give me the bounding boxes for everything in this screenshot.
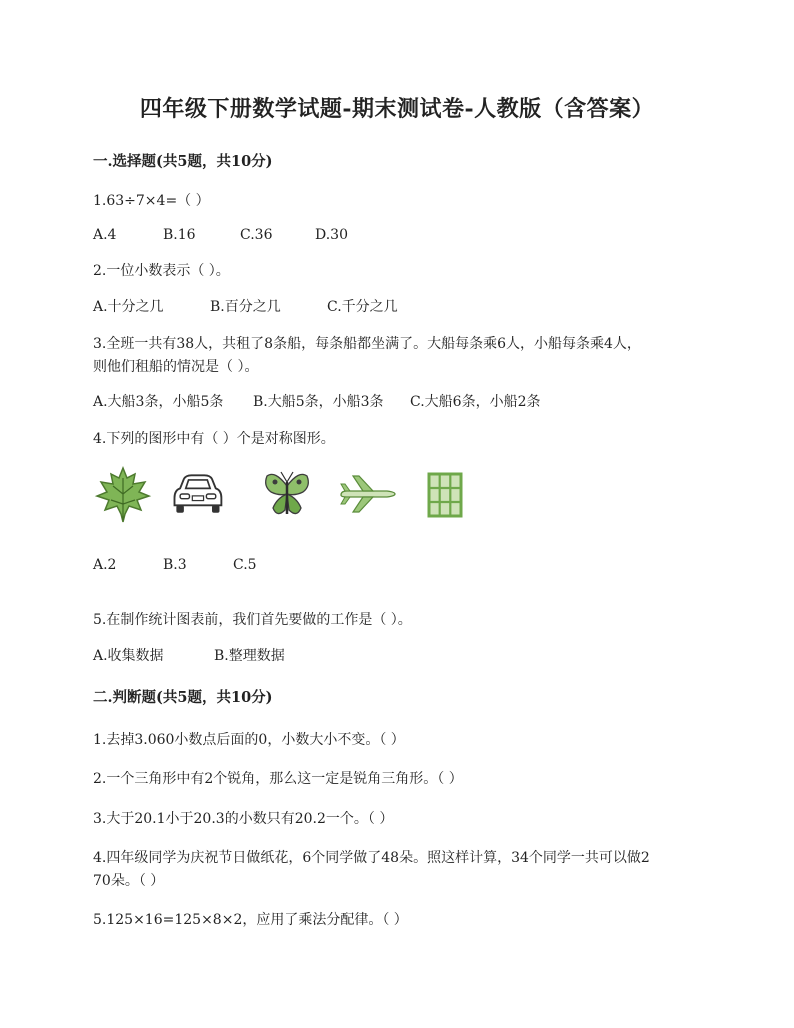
leaf-icon	[93, 464, 153, 524]
airplane-icon	[337, 464, 397, 524]
question-4-stem: 4.下列的图形中有（ ）个是对称图形。	[93, 431, 335, 447]
window-icon	[415, 464, 475, 524]
option-b[interactable]: B.百分之几	[210, 299, 281, 315]
judgement-4-stem-line1: 4.四年级同学为庆祝节日做纸花，6个同学做了48朵。照这样计算，34个同学一共可以做2	[93, 850, 650, 866]
question-1-stem: 1.63÷7×4=（ ）	[93, 193, 210, 209]
option-a[interactable]: A.4	[93, 227, 117, 243]
question-3-stem-line2: 则他们租船的情况是（ ）。	[93, 359, 259, 375]
option-b[interactable]: B.大船5条，小船3条	[253, 394, 384, 410]
question-4-figures	[93, 464, 493, 524]
page-title: 四年级下册数学试题-期末测试卷-人教版（含答案）	[139, 96, 655, 122]
option-a[interactable]: A.大船3条，小船5条	[93, 394, 224, 410]
question-2-stem: 2.一位小数表示（ ）。	[93, 263, 230, 279]
option-d[interactable]: D.30	[315, 227, 348, 243]
option-b[interactable]: B.16	[163, 227, 196, 243]
option-c[interactable]: C.5	[233, 557, 257, 573]
option-c[interactable]: C.千分之几	[327, 299, 398, 315]
judgement-2-stem: 2.一个三角形中有2个锐角，那么这一定是锐角三角形。（ ）	[93, 771, 463, 787]
judgement-4-stem-line2: 70朵。（ ）	[93, 873, 165, 889]
question-4-options	[93, 557, 257, 573]
option-a[interactable]: A.收集数据	[93, 648, 164, 664]
option-c[interactable]: C.大船6条，小船2条	[410, 394, 541, 410]
section-heading-judgement: 二.判断题(共5题，共10分)	[93, 689, 273, 706]
question-3-options	[93, 391, 540, 411]
judgement-1-stem: 1.去掉3.060小数点后面的0，小数大小不变。（ ）	[93, 732, 405, 748]
judgement-3-stem: 3.大于20.1小于20.3的小数只有20.2一个。（ ）	[93, 811, 394, 827]
option-b[interactable]: B.整理数据	[214, 648, 285, 664]
butterfly-icon	[257, 464, 317, 524]
question-1-options	[93, 227, 348, 243]
section-heading-choice: 一.选择题(共5题，共10分)	[93, 153, 273, 170]
option-a[interactable]: A.十分之几	[93, 299, 164, 315]
car-icon	[167, 464, 227, 524]
option-c[interactable]: C.36	[240, 227, 273, 243]
question-5-options	[93, 645, 285, 665]
judgement-5-stem: 5.125×16=125×8×2，应用了乘法分配律。（ ）	[93, 912, 408, 928]
question-5-stem: 5.在制作统计图表前，我们首先要做的工作是（ ）。	[93, 612, 412, 628]
question-2-options	[93, 296, 398, 316]
option-a[interactable]: A.2	[93, 557, 117, 573]
option-b[interactable]: B.3	[163, 557, 187, 573]
question-3-stem-line1: 3.全班一共有38人，共租了8条船，每条船都坐满了。大船每条乘6人，小船每条乘4人，	[93, 336, 641, 352]
